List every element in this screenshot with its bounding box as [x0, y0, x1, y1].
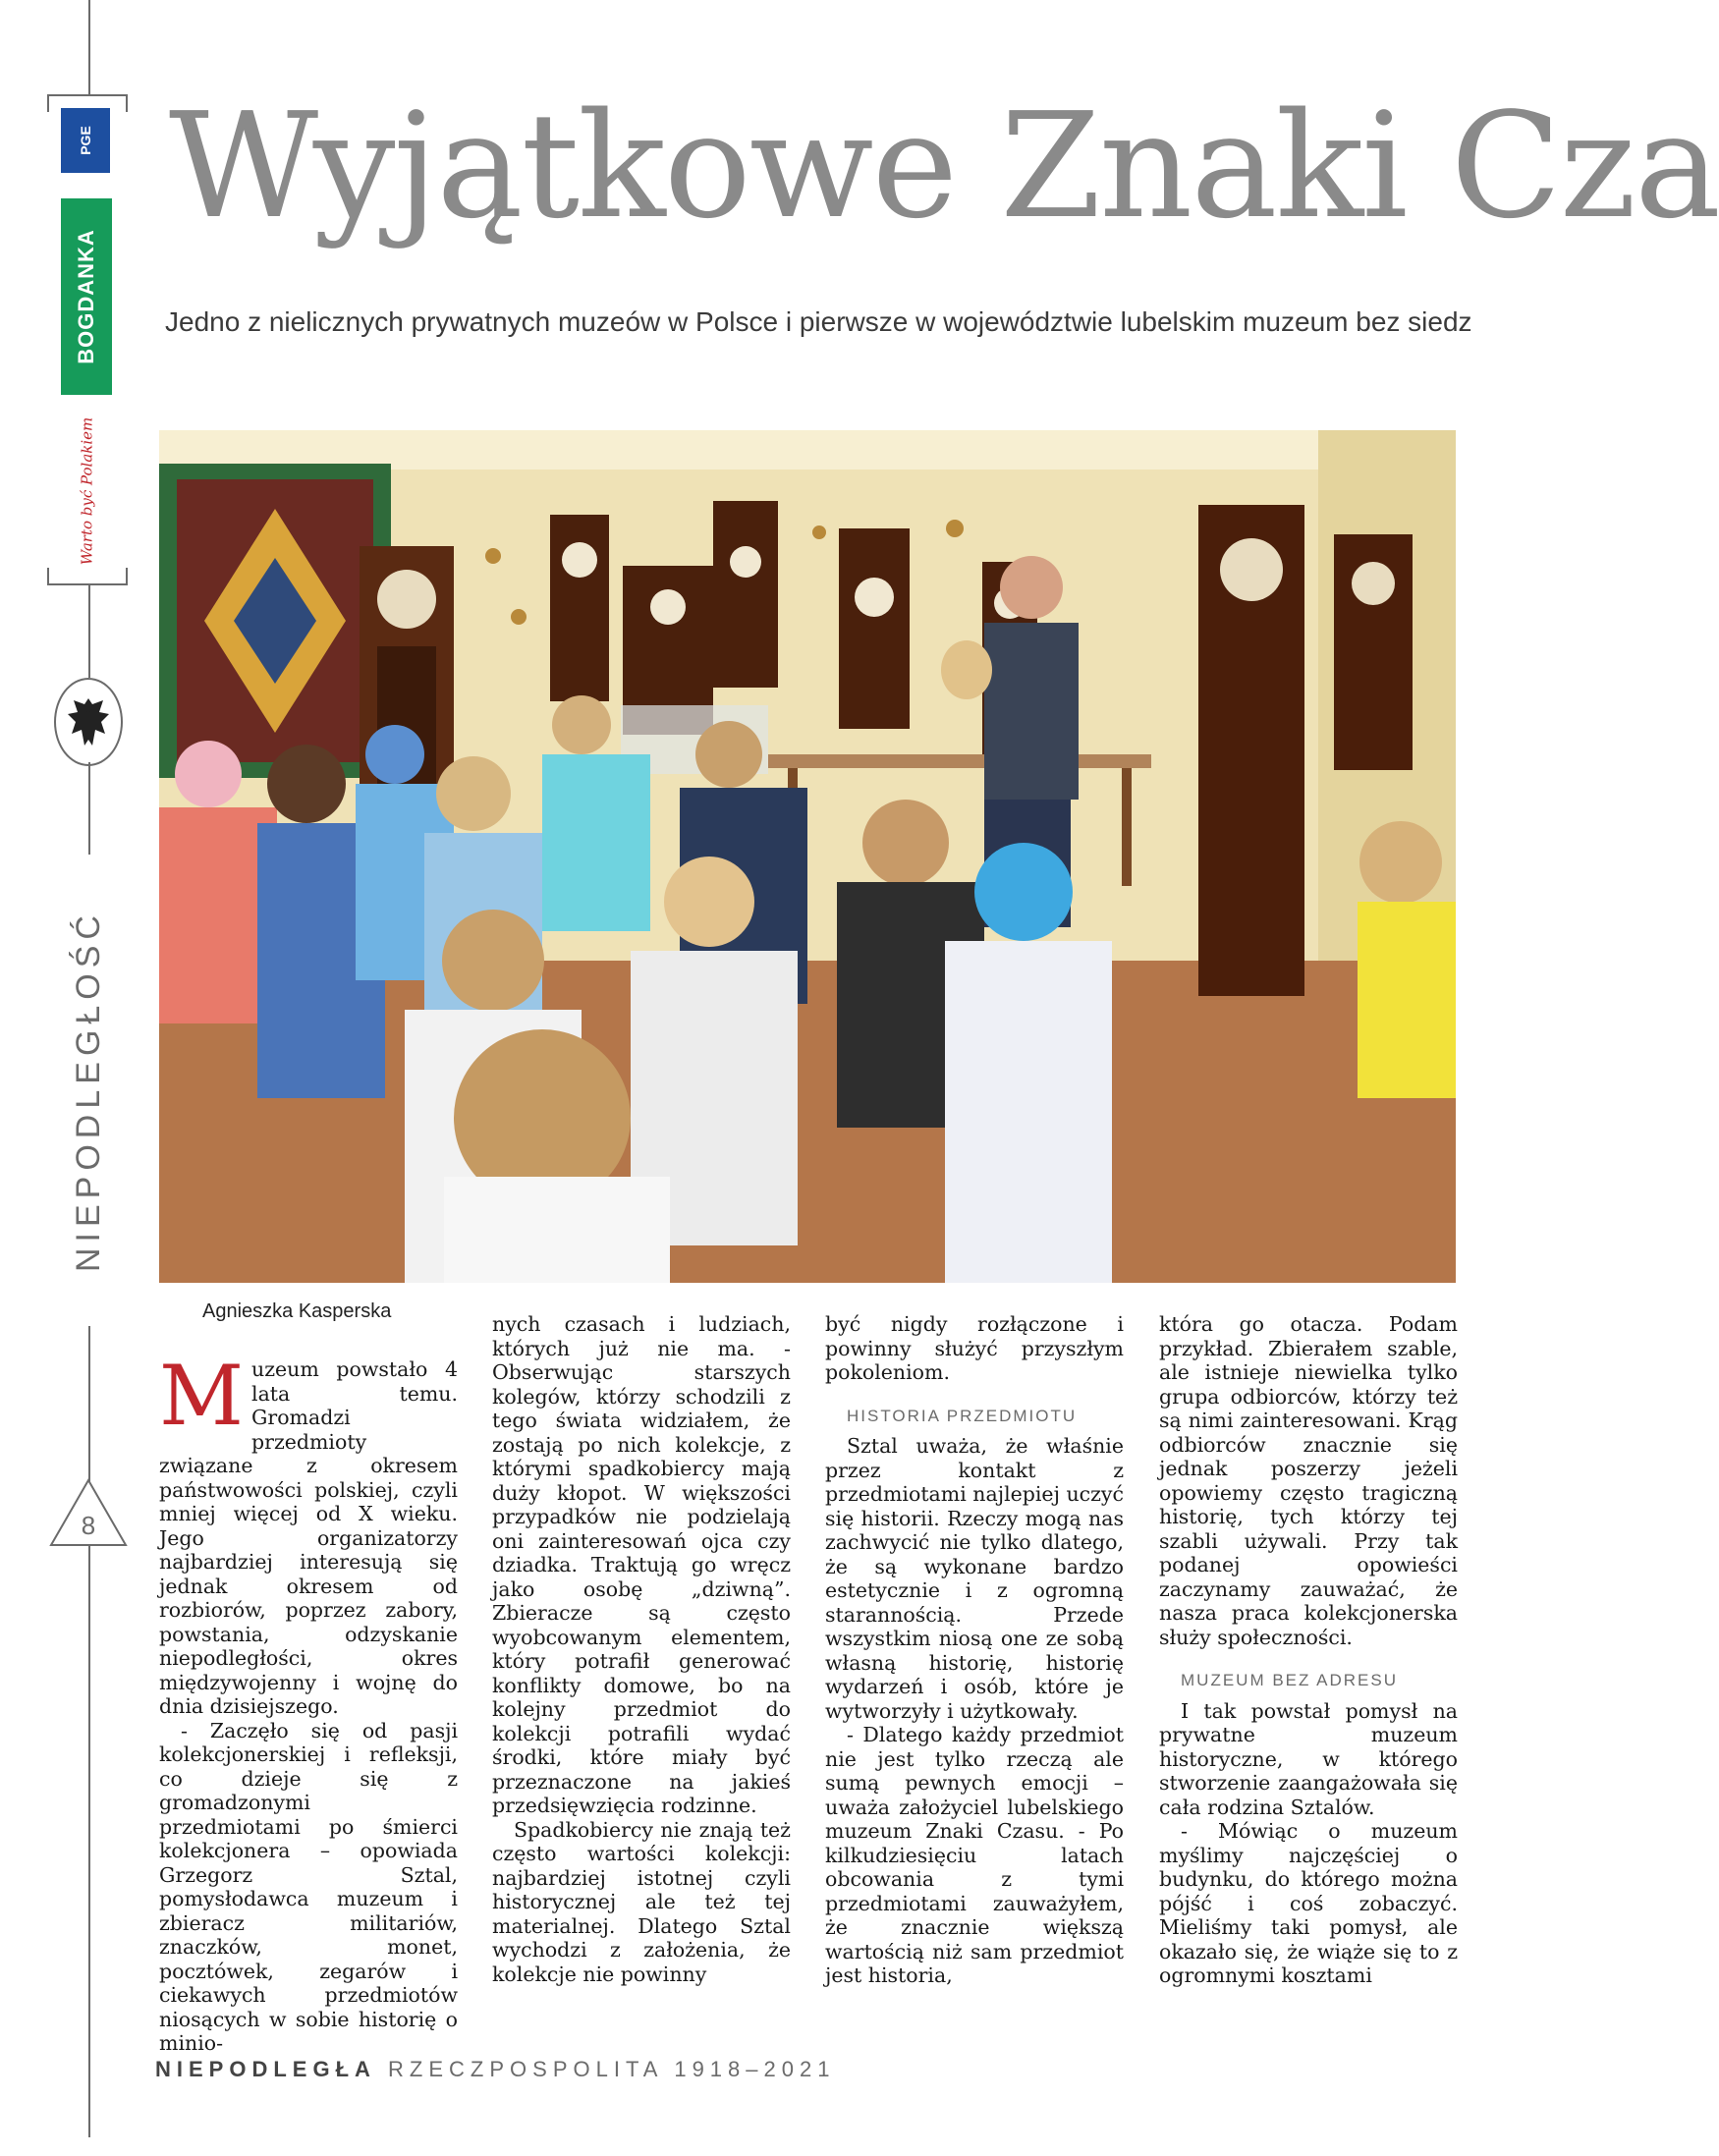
dropcap: M: [159, 1348, 245, 1444]
paragraph: I tak powstał pomysł na prywatne muzeum historyczne, w którego stworzenie zaangażowała się cała rodzina Sztalów.: [1159, 1698, 1458, 1819]
paragraph: - Dlatego każdy przedmiot nie jest tylko rzeczą ale sumą pewnych emocji – uważa założyciel lubelskiego muzeum Znaki Czasu. - Po kilkudziesięciu latach obcowania z tymi przedmiotami zauważyłem, że znacznie większą wartością niż sam przedmiot jest historia,: [825, 1723, 1124, 1987]
bogdanka-logo: BOGDANKA: [61, 198, 112, 395]
footer-bold: NIEPODLEGŁA: [155, 2057, 376, 2081]
rail-line-mid: [88, 583, 90, 678]
headline: Wyjątkowe Znaki Cza: [169, 82, 1719, 250]
eagle-emblem-icon: [54, 678, 123, 766]
section-heading: MUZEUM BEZ ADRESU: [1181, 1671, 1399, 1689]
text-column-2: [492, 1312, 791, 1986]
footer-title: [155, 2057, 835, 2082]
paragraph: być nigdy rozłączone i powinny służyć przyszłym pokoleniom.: [825, 1312, 1124, 1384]
section-vertical-title: NIEPODLEGŁOŚĆ: [29, 855, 147, 1326]
paragraph: Muzeum powstało 4 lata temu. Gromadzi przedmioty związane z okresem państwowości polskiej, czyli mniej więcej od X wieku. Jego organizatorzy najbardziej interesują się jednak okresem od rozbiorów, poprzez zabory, powstania, odzyskanie niepodległości, okres międzywojenny i wojnę do dnia dzisiejszego.: [159, 1348, 458, 1718]
paragraph: - Mówiąc o muzeum myślimy najczęściej o budynku, do którego można pójść i coś zobaczyć. Mieliśmy taki pomysł, ale okazało się, że wiąże się to z ogromnymi kosztami: [1159, 1819, 1458, 1987]
rail-bracket-bottom: [47, 568, 128, 585]
photo-caption: Agnieszka Kasperska: [202, 1300, 392, 1322]
text-column-1: [159, 1348, 458, 2056]
paragraph: która go otacza. Podam przykład. Zbierałem szable, ale istnieje niewielka tylko grupa odbiorców, którzy też są nimi zainteresowani. Krąg odbiorców znacznie się jednak poszerzy jeżeli opowiemy często tragiczną historię, tych którzy tej szabli używali. Przy tak podanej opowieści zaczynamy zauważać, że nasza praca kolekcjonerska służy społeczności.: [1159, 1312, 1458, 1649]
paragraph: Sztal uważa, że właśnie przez kontakt z przedmiotami najlepiej uczyć się historii. Rzeczy mogą nas zachwycić nie tylko dlatego, że są wykonane bardzo estetycznie i z ogromną starannością. Przede wszystkim niosą one ze sobą własną historię, historię wydarzeń i osób, które je wytworzyły i użytkowały.: [825, 1434, 1124, 1723]
pge-logo: PGE: [61, 108, 110, 173]
subtitle: Jedno z nielicznych prywatnych muzeów w Polsce i pierwsze w województwie lubelskim muzeum bez siedz: [165, 306, 1472, 337]
paragraph: nych czasach i ludziach, których już nie ma. - Obserwując starszych kolegów, którzy schodzili z tego świata widziałem, że zostają po nich kolekcje, z którymi spadkobiercy mają duży kłopot. W większości przypadków nie podzielają oni zainteresowań ojca czy dziadka. Traktują go wręcz jako osobę „dziwną”. Zbieracze są często wyobcowanym elementem, który potrafił generować konflikty domowe, bo na kolejny przedmiot do kolekcji potrafili wydać środki, które miały być przeznaczone na jakieś przedsięwzięcia rodzinne.: [492, 1312, 791, 1817]
signature-logo: Warto być Polakiem: [78, 416, 96, 566]
text-column-3: [825, 1312, 1124, 1988]
page-number: 8: [81, 1511, 96, 1540]
paragraph: - Zaczęło się od pasji kolekcjonerskiej i refleksji, co dzieje się z gromadzonymi przedmiotami po śmierci kolekcjonera – opowiada Grzegorz Sztal, pomysłodawca muzeum i zbieracz militariów, znaczków, monet, pocztówek, zegarów i ciekawych przedmiotów niosących w sobie historię o minio-: [159, 1718, 458, 2055]
text-column-4: [1159, 1312, 1458, 1988]
footer-rest: RZECZPOSPOLITA 1918–2021: [388, 2057, 836, 2081]
museum-photo: [159, 430, 1456, 1283]
paragraph: Spadkobiercy nie znają też często wartości kolekcji: najbardziej istotnej czyli historycznej ale też tej materialnej. Dlatego Sztal wychodzi z założenia, że kolekcje nie powinny: [492, 1817, 791, 1986]
rail-line-top: [88, 0, 90, 94]
section-heading: HISTORIA PRZEDMIOTU: [847, 1406, 1078, 1425]
